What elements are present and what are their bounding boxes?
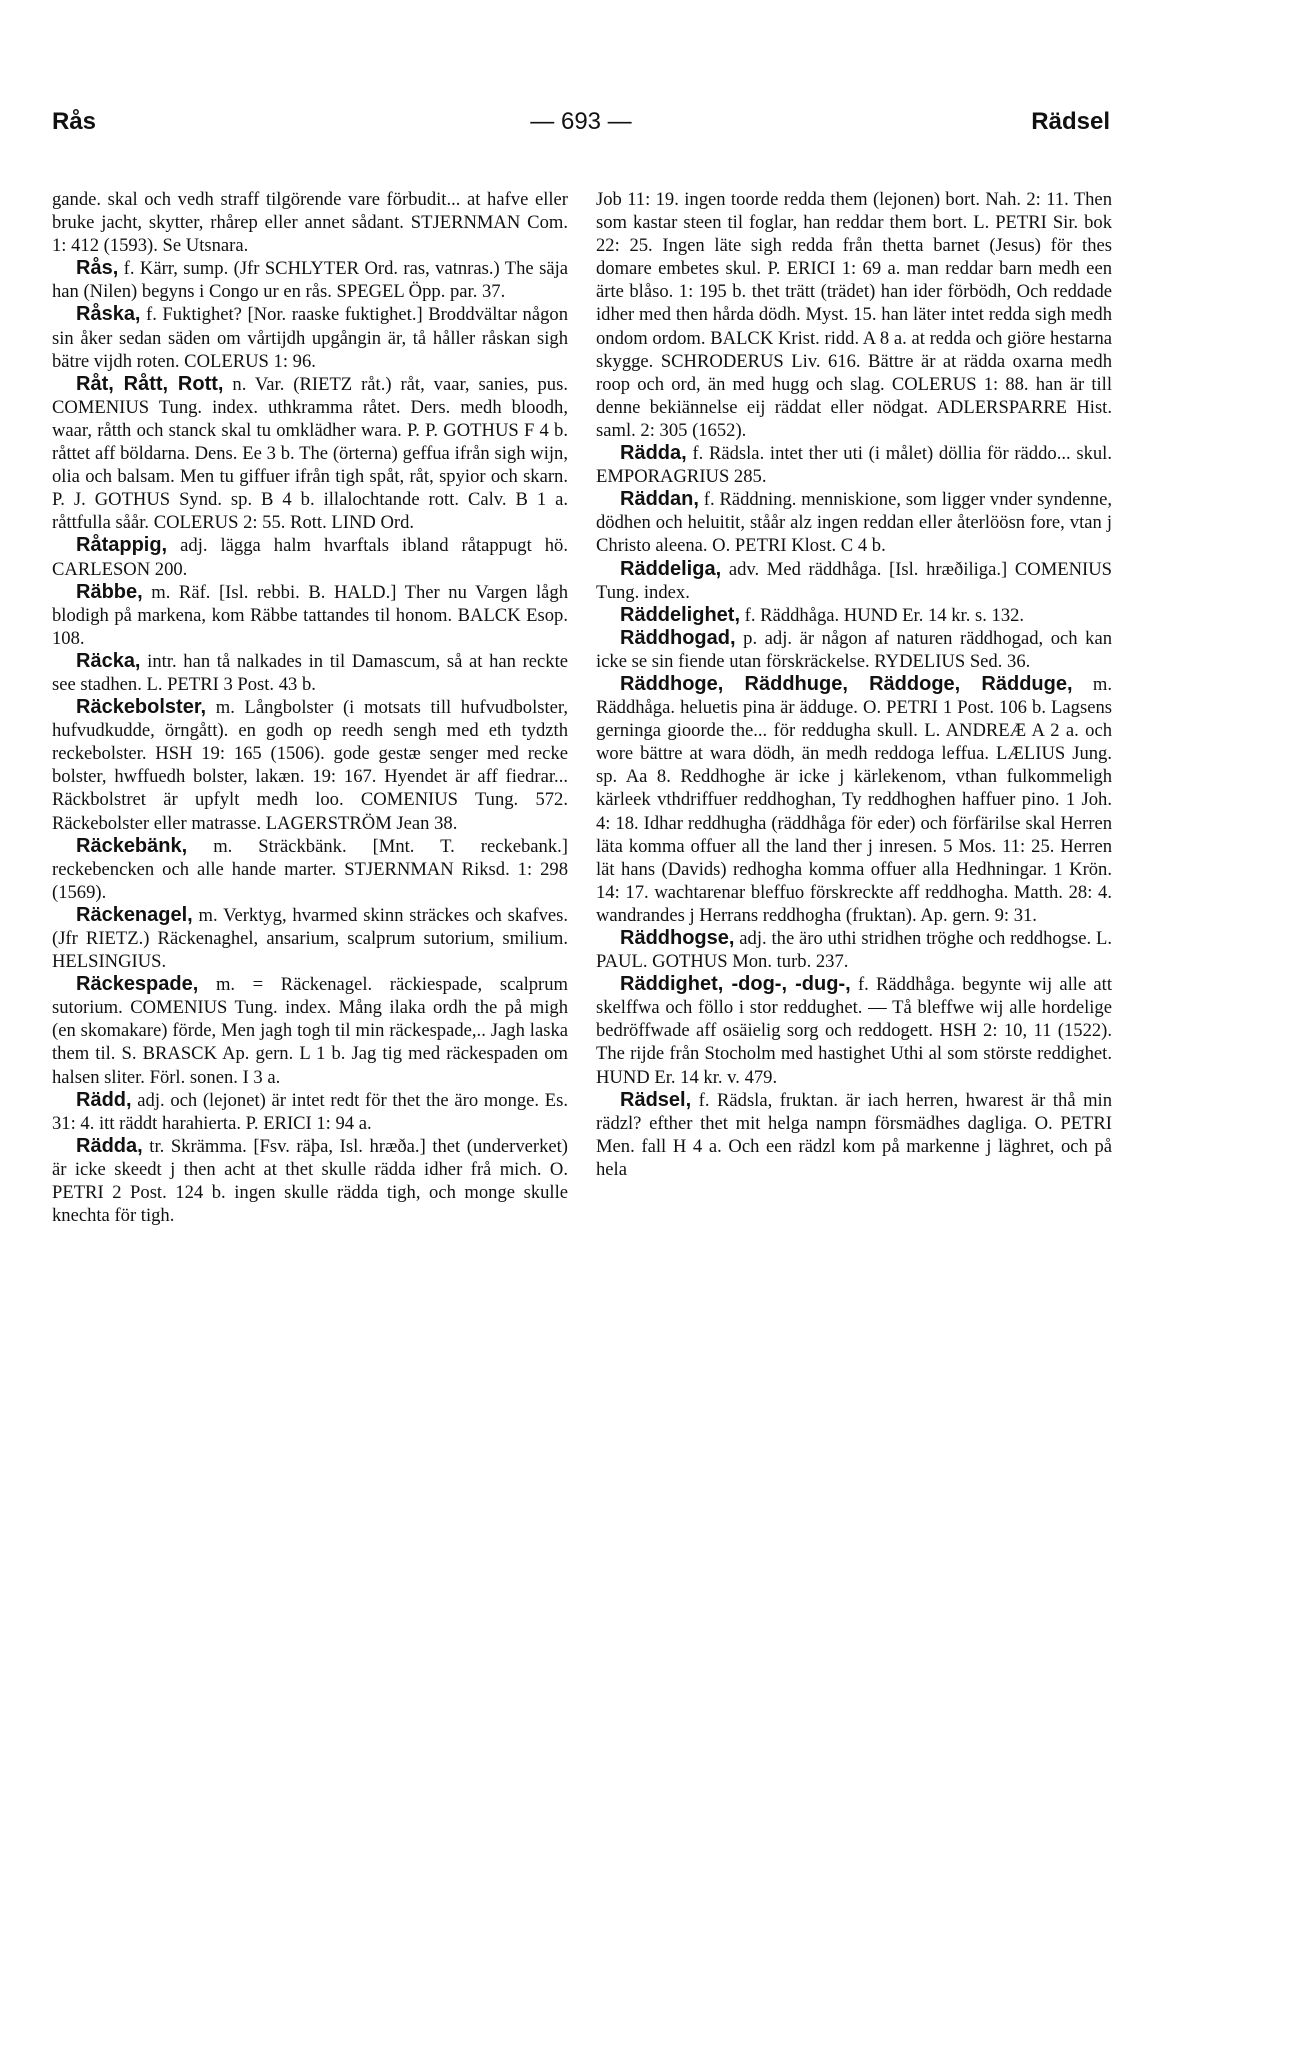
dictionary-entry [596, 673, 1112, 927]
entry-text: gande. skal och vedh straff tilgörende vare förbudit... at hafve eller bruke jacht, skytter, rhårep eller annet sådant. STJERNMAN Com. 1: 412 (1593). Se Utsnara. [52, 189, 568, 257]
dictionary-entry [52, 1089, 568, 1135]
dictionary-entry [52, 650, 568, 696]
entry-headword: Råtappig, [76, 534, 168, 557]
entry-headword: Rädda, [76, 1134, 143, 1157]
entry-headword: Räddhogse, [620, 927, 735, 949]
dictionary-entry [52, 188, 568, 257]
entry-text: intr. han tå nalkades in til Damascum, så at han reckte see stadhen. L. PETRI 3 Post. 43 b. [52, 650, 568, 695]
page-header [52, 108, 1110, 148]
dictionary-entry [596, 558, 1112, 604]
entry-text: adj. the äro uthi stridhen tröghe och reddhogse. L. PAUL. GOTHUS Mon. turb. 237. [596, 928, 1112, 973]
dictionary-entry [52, 303, 568, 372]
entry-headword: Räckenagel, [76, 903, 193, 926]
entry-text: n. Var. (RIETZ råt.) råt, vaar, sanies, pus. COMENIUS Tung. index. uthkramma råtet. Ders. medh bloodh, waar, råtth och stanck skal tu omklädher wara. P. P. GOTHUS F 4 b. råttet aff böldarna. Dens. Ee 3 b. The (örterna) geffua ifrån sigh wijn, olia och balsam. Men tu giffuer ifrån tigh spåt, råt, spyior och skarn. P. J. GOTHUS Synd. sp. B 4 b. illalochtande rott. Calv. B 1 a. råttfulla såår. COLERUS 2: 55. Rott. LIND Ord. [52, 373, 568, 534]
entry-headword: Räcka, [76, 649, 141, 672]
entry-headword: Räddhoge, Räddhuge, Räddoge, Rädduge, [620, 672, 1073, 695]
right-column [596, 188, 1112, 1181]
left-column [52, 188, 568, 1227]
entry-text: adj. lägga halm hvarftals ibland råtappugt hö. CARLESON 200. [52, 535, 568, 580]
entry-headword: Räddighet, -dog-, -dug-, [620, 973, 851, 996]
dictionary-entry [52, 835, 568, 904]
entry-text: tr. Skrämma. [Fsv. räþa, Isl. hræða.] thet (underverket) är icke skeedt j then acht at thet skulle rädda idher frå mich. O. PETRI 2 Post. 124 b. ingen skulle rädda tigh, och monge skulle knechta för tigh. [52, 1135, 568, 1227]
entry-headword: Räckebänk, [76, 834, 188, 857]
entry-text: f. Räddning. menniskione, som ligger vnder syndenne, dödhen och heluitit, ståår alz ingen reddan eller återlöösn fore, vtan j Christo aleena. O. PETRI Klost. C 4 b. [596, 489, 1112, 557]
entry-headword: Rädda, [620, 442, 687, 465]
entry-text: adv. Med räddhåga. [Isl. hræðiliga.] COMENIUS Tung. index. [596, 558, 1112, 603]
entry-text: f. Fuktighet? [Nor. raaske fuktighet.] Broddvältar någon sin åker sedan säden om vårtijdh upgångin är, tå håller råskan sigh bätre vijdh roten. COLERUS 1: 96. [52, 304, 568, 372]
entry-headword: Råt, Rått, Rott, [76, 372, 224, 395]
dictionary-entry [596, 442, 1112, 488]
entry-text: m. Räddhåga. heluetis pina är ädduge. O. PETRI 1 Post. 106 b. Lagsens gerninga gioorde the... för reddugha skull. L. ANDREÆ A 2 a. och wore bättre at wara dödh, än medh reddoga leffua. LÆLIUS Jung. sp. Aa 8. Reddhoghe är icke j kärlekenom, vthan fulkommeligh kärleek vthdriffuer reddhoghan, Ty reddhoghen haffuer pino. 1 Joh. 4: 18. Idhar reddhugha (räddhåga för eder) och förfärilse skal Herren läta komma offuer all the land ther j inresen. 5 Mos. 11: 25. Herren lät hans (Davids) redhogha komma offuer alla Hedhningar. 1 Krön. 14: 17. wachtarenar bleffuo förskreckte aff reddhogha. Matth. 28: 4. wandrandes j Herrans reddhogha (fruktan). Ap. gern. 9: 31. [596, 673, 1112, 926]
header-left-catchword: Rås [52, 108, 97, 135]
dictionary-entry [596, 927, 1112, 973]
page-number: — 693 — [530, 108, 632, 135]
dictionary-entry [52, 534, 568, 580]
dictionary-entry [596, 604, 1112, 627]
entry-headword: Råska, [76, 303, 141, 326]
entry-text: f. Räddhåga. begynte wij alle att skelffwa och föllo i stor reddughet. — Tå bleffwe wij alle hordelige bedröffwade aff osäielig sorg och reddogett. HSH 2: 10, 11 (1522). The rijde från Stocholm med hastighet Uthi al som störste reddighet. HUND Er. 14 kr. v. 479. [596, 974, 1113, 1088]
entry-text: m. Långbolster (i motsats till hufvudbolster, hufvudkudde, örngått). en godh op reedh sengh med eth tydzth reckebolster. HSH 19: 165 (1506). gode gestæ senger med recke bolster, hwffuedh bolster, lakæn. 19: 167. Hyendet är aff fiedrar... Räckbolstret är upfylt medh loo. COMENIUS Tung. 572. Räckebolster eller matrasse. LAGERSTRÖM Jean 38. [52, 697, 568, 834]
dictionary-entry [52, 581, 568, 650]
header-right-catchword: Rädsel [1031, 108, 1110, 135]
dictionary-entry [596, 1089, 1112, 1181]
entry-text: Job 11: 19. ingen toorde redda them (lejonen) bort. Nah. 2: 11. Then som kastar steen til foglar, han reddar them bort. L. PETRI Sir. bok 22: 25. Ingen läte sigh redda från thetta barnet (Jesus) för thes domare embetes skul. P. ERICI 1: 69 a. man reddar barn medh een ärte blåso. 1: 195 b. thet trätt (trädet) han ider förbödh, Och reddade idher med then hårda dödh. Myst. 15. han läter intet redda sigh medh ondom ordom. BALCK Krist. ridd. A 8 a. at redda och giöre hestarna skygge. SCHRODERUS Liv. 616. Bättre är at rädda oxarna medh roop och ord, än med hugg och slag. COLERUS 1: 88. han är till denne bekiännelse eij räddat eller nödgat. ADLERSPARRE Hist. saml. 2: 305 (1652). [596, 189, 1112, 441]
entry-text: f. Räddhåga. HUND Er. 14 kr. s. 132. [744, 604, 1025, 626]
entry-text: f. Rädsla. intet ther uti (i målet) döllia för räddo... skul. EMPORAGRIUS 285. [596, 443, 1112, 488]
entry-headword: Räddelighet, [620, 603, 741, 626]
entry-text: m. Verktyg, hvarmed skinn sträckes och skafves. (Jfr RIETZ.) Räckenaghel, ansarium, scalprum sutorium, smilium. HELSINGIUS. [52, 904, 569, 973]
dictionary-entry [52, 973, 568, 1088]
entry-text: adj. och (lejonet) är intet redt för thet the äro monge. Es. 31: 4. itt räddt harahierta. P. ERICI 1: 94 a. [52, 1089, 568, 1134]
dictionary-entry [52, 257, 568, 303]
entry-text: m. Sträckbänk. [Mnt. T. reckebank.] reckebencken och alle hande marter. STJERNMAN Riksd. 1: 298 (1569). [52, 835, 568, 903]
entry-text: p. adj. är någon af naturen räddhogad, och kan icke se sin fiende utan förskräckelse. RYDELIUS Sed. 36. [596, 627, 1112, 672]
dictionary-entry [596, 188, 1112, 442]
entry-headword: Räddeliga, [620, 557, 722, 580]
entry-headword: Rås, [76, 257, 119, 280]
dictionary-entry [52, 904, 568, 973]
dictionary-entry [596, 973, 1112, 1088]
dictionary-entry [52, 373, 568, 535]
entry-text: m. = Räckenagel. räckiespade, scalprum sutorium. COMENIUS Tung. index. Mång ilaka ordh the på migh (en skomakare) förde, Men jagh togh til min räckespade,.. Jagh laska them til. S. BRASCK Ap. gern. L 1 b. Jag tig med räckespaden om halsen sliter. Förl. sonen. I 3 a. [52, 974, 568, 1088]
entry-headword: Rädsel, [620, 1088, 692, 1111]
entry-headword: Räckespade, [76, 973, 199, 996]
entry-headword: Räckebolster, [76, 696, 207, 719]
entry-text: f. Kärr, sump. (Jfr SCHLYTER Ord. ras, vatnras.) The säja han (Nilen) begyns i Congo ur en rås. SPEGEL Öpp. par. 37. [52, 258, 568, 303]
entry-headword: Räddhogad, [620, 626, 736, 649]
dictionary-entry [52, 1135, 568, 1227]
entry-headword: Räddan, [620, 488, 699, 511]
entry-text: f. Rädsla, fruktan. är iach herren, hwarest är thå min rädzl? efther thet mit helga nampn försmädhes dagliga. O. PETRI Men. fall H 4 a. Och een rädzl kom på markenne j läghret, och på hela [596, 1089, 1112, 1180]
dictionary-entry [52, 696, 568, 835]
entry-text: m. Räf. [Isl. rebbi. B. HALD.] Ther nu Vargen lågh blodigh på markena, kom Räbbe tattandes til honom. BALCK Esop. 108. [52, 581, 568, 649]
dictionary-entry [596, 488, 1112, 557]
dictionary-entry [596, 627, 1112, 673]
entry-headword: Räbbe, [76, 580, 143, 603]
entry-headword: Rädd, [76, 1088, 132, 1111]
